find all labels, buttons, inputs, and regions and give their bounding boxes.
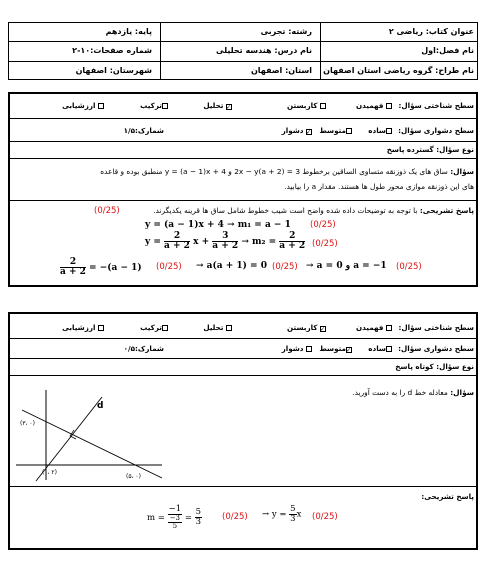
q2-difficulty-label: سطح دشواری سؤال:	[398, 344, 474, 353]
q2-cognitive-label: سطح شناختی سؤال:	[398, 323, 474, 332]
q2-diff-hard[interactable]: دشوار	[282, 345, 312, 352]
chapter-name: نام فصل:اول	[421, 46, 474, 55]
q2-figure	[14, 382, 164, 482]
q2-score: شمارک:۰/۵	[123, 344, 164, 353]
q2-opt-apply[interactable]: ✓ کاربستن	[287, 323, 325, 333]
q1-type: نوع سؤال: گسترده پاسخ	[386, 145, 474, 154]
checkbox-icon[interactable]	[386, 128, 392, 134]
q1-opt-evaluate[interactable]: ارزشیابی	[62, 102, 104, 109]
q1-question: سؤال: ساق های یک ذوزنقه متساوی الساقین برخطوط 3 = 2x − y(a + 2) و y = (a − 1)x + 4 منطبق بوده و قاعده	[100, 167, 474, 176]
q2-opt-evaluate[interactable]: ارزشیابی	[62, 324, 104, 331]
q1-opt-understand[interactable]: فهمیدن	[356, 102, 392, 109]
q1-opt-analyze[interactable]: ✓ تحلیل	[203, 101, 231, 111]
q2-diff-medium[interactable]: ✓متوسط	[319, 344, 351, 354]
checkbox-icon[interactable]	[306, 346, 312, 352]
checkbox-icon[interactable]	[226, 325, 232, 331]
q1-diff-hard[interactable]: ✓ دشوار	[281, 126, 311, 136]
grade: پایه: یازدهم	[105, 27, 152, 36]
city: شهرستان: اصفهان	[75, 66, 152, 75]
checkbox-icon[interactable]	[386, 103, 392, 109]
line-through-points	[22, 410, 162, 478]
designer-name: نام طراح: گروه ریاضی استان اصفهان	[323, 66, 474, 75]
q1-question-line2: های این ذوزنقه موازی محور طول ها هستند. مقدار a را بیابید.	[284, 182, 474, 191]
q2-answer-label: پاسخ تشریحی:	[421, 492, 474, 501]
q1-opt-apply[interactable]: کاربستن	[287, 102, 326, 109]
province: استان: اصفهان	[250, 66, 312, 75]
checkbox-icon[interactable]	[98, 103, 104, 109]
q1-eq3: $\frac{2}{a + 2}$ = −(a − 1)	[60, 257, 142, 277]
checked-checkbox-icon[interactable]: ✓	[225, 104, 231, 111]
checkbox-icon[interactable]	[386, 325, 392, 331]
fig-line-label: d	[97, 401, 104, 411]
checked-checkbox-icon[interactable]: ✓	[319, 326, 325, 333]
q2-type: نوع سؤال: کوتاه پاسخ	[395, 362, 474, 371]
q1-eq3c: → a = 0 و a = −1	[306, 261, 387, 271]
checkbox-icon[interactable]	[162, 103, 168, 109]
field: رشته: تجربی	[260, 27, 312, 36]
checked-checkbox-icon[interactable]: ✓	[345, 347, 351, 354]
q2-score-a: (0/25)	[222, 512, 248, 522]
q2-score-b: (0/25)	[312, 512, 338, 522]
q1-score-c: (0/25)	[312, 239, 338, 249]
q1-answer-intro: پاسخ تشریحی: با توجه به توضیحات داده شده واضح است شیب خطوط شامل ساق ها قرینه یکدیگرند.	[153, 206, 474, 215]
checkbox-icon[interactable]	[162, 325, 168, 331]
q1-difficulty-label: سطح دشواری سؤال:	[398, 126, 474, 135]
fig-point-1: (۳، ۰)	[20, 420, 35, 427]
checkbox-icon[interactable]	[386, 346, 392, 352]
fig-point-2: (۰، ۲)	[42, 469, 57, 476]
q2-diff-easy[interactable]: ساده	[368, 345, 392, 352]
lesson-name: نام درس: هندسه تحلیلی	[216, 46, 312, 55]
q2-question: سؤال: معادله خط d را به دست آورید.	[352, 388, 474, 397]
q1-score-a: (0/25)	[94, 206, 120, 216]
q2-opt-understand[interactable]: فهمیدن	[356, 324, 392, 331]
book-title: عنوان کتاب: ریاضی ۲	[388, 27, 474, 36]
q2-answer-eq: m = −1 −3 5 = $\frac{5}{3}$	[147, 504, 202, 530]
checkbox-icon[interactable]	[346, 128, 352, 134]
q1-score-f: (0/25)	[396, 262, 422, 272]
q1-score-b: (0/25)	[310, 220, 336, 230]
fig-point-3: (۵، ۰)	[126, 473, 141, 480]
q1-eq1: y = (a − 1)x + 4 → m₁ = a − 1	[145, 220, 291, 230]
q2-opt-analyze[interactable]: تحلیل	[203, 324, 232, 331]
q1-score-d: (0/25)	[156, 262, 182, 272]
q1-diff-easy[interactable]: ساده	[368, 127, 392, 134]
q1-diff-medium[interactable]: متوسط	[319, 127, 352, 134]
checked-checkbox-icon[interactable]: ✓	[305, 129, 311, 136]
q1-cognitive-label: سطح شناختی سؤال:	[398, 101, 474, 110]
q2-opt-synthesis[interactable]: ترکیب	[140, 324, 168, 331]
checkbox-icon[interactable]	[320, 103, 326, 109]
checkbox-icon[interactable]	[98, 325, 104, 331]
q2-answer-eq2: → y = $\frac{5}{3}$ x	[262, 504, 302, 524]
q1-score: شمارک:۱/۵	[123, 126, 164, 135]
q1-eq2: y = $\frac{2}{a + 2}$ x + $\frac{3}{a + 2}$ → m₂ = $\frac{2}{a + 2}$	[145, 231, 306, 251]
q1-eq3b: → a(a + 1) = 0	[196, 261, 267, 271]
q1-score-e: (0/25)	[272, 262, 298, 272]
q1-opt-synthesis[interactable]: ترکیب	[140, 102, 168, 109]
page-numbers: شماره صفحات:۱۰-۲	[72, 46, 152, 55]
